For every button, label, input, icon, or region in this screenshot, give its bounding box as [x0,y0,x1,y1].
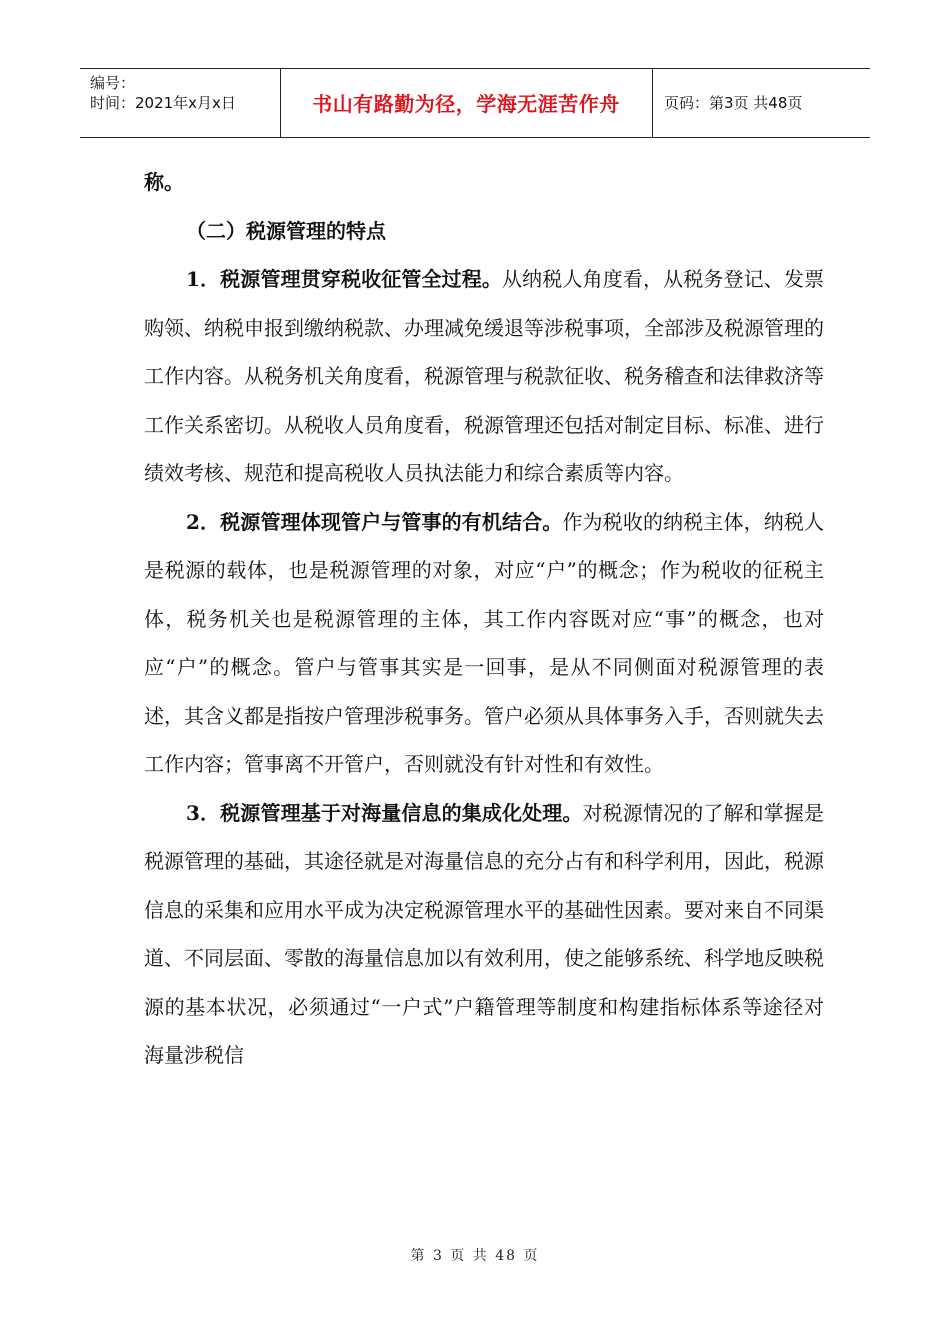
paragraph-2-text: 作为税收的纳税主体，纳税人是税源的载体，也是税源管理的对象，对应“户”的概念；作为税收的征税主体，税务机关也是税源管理的主体，其工作内容既对应“事”的概念，也对应“户”的概念。管户与管事其实是一回事，是从不同侧面对税源管理的表述，其含义都是指按户管理涉税事务。管户必须从具体事务入手，否则就失去工作内容；管事离不开管户，否则就没有针对性和有效性。 [144,509,825,776]
document-body [144,158,824,1080]
header-page-cell [652,69,870,137]
header-motto-cell [280,69,653,137]
paragraph-1-text: 从纳税人角度看，从税务登记、发票购领、纳税申报到缴纳税款、办理减免缓退等涉税事项，全部涉及税源管理的工作内容。从税务机关角度看，税源管理与税款征收、税务稽查和法律救济等工作关系密切。从税收人员角度看，税源管理还包括对制定目标、标准、进行绩效考核、规范和提高税收人员执法能力和综合素质等内容。 [144,267,825,485]
paragraph-1 [144,255,824,498]
paragraph-2 [144,498,824,789]
page-header [80,68,870,138]
document-date: 时间：2021年x月x日 [90,94,236,112]
header-meta-cell [80,69,281,137]
paragraph-2-lead: 2．税源管理体现管户与管事的有机结合。 [186,509,563,534]
paragraph-3-lead: 3．税源管理基于对海量信息的集成化处理。 [186,800,583,825]
section-heading: （二）税源管理的特点 [186,218,386,243]
page-footer: 第 3 页 共 48 页 [410,1248,540,1264]
header-page-info: 页码：第3页 共48页 [664,94,803,112]
carry-over-text: 称。 [144,170,184,194]
document-number-label: 编号： [90,74,136,92]
paragraph-3 [144,789,824,1080]
paragraph-3-text: 对税源情况的了解和掌握是税源管理的基础，其途径就是对海量信息的充分占有和科学利用，因此，税源信息的采集和应用水平成为决定税源管理水平的基础性因素。要对来自不同渠道、不同层面、零散的海量信息加以有效利用，使之能够系统、科学地反映税源的基本状况，必须通过“一户式”户籍管理等制度和构建指标体系等途径对海量涉税信 [144,800,824,1067]
paragraph-1-lead: 1．税源管理贯穿税收征管全过程。 [186,267,503,291]
header-motto: 书山有路勤为径，学海无涯苦作舟 [312,92,620,116]
